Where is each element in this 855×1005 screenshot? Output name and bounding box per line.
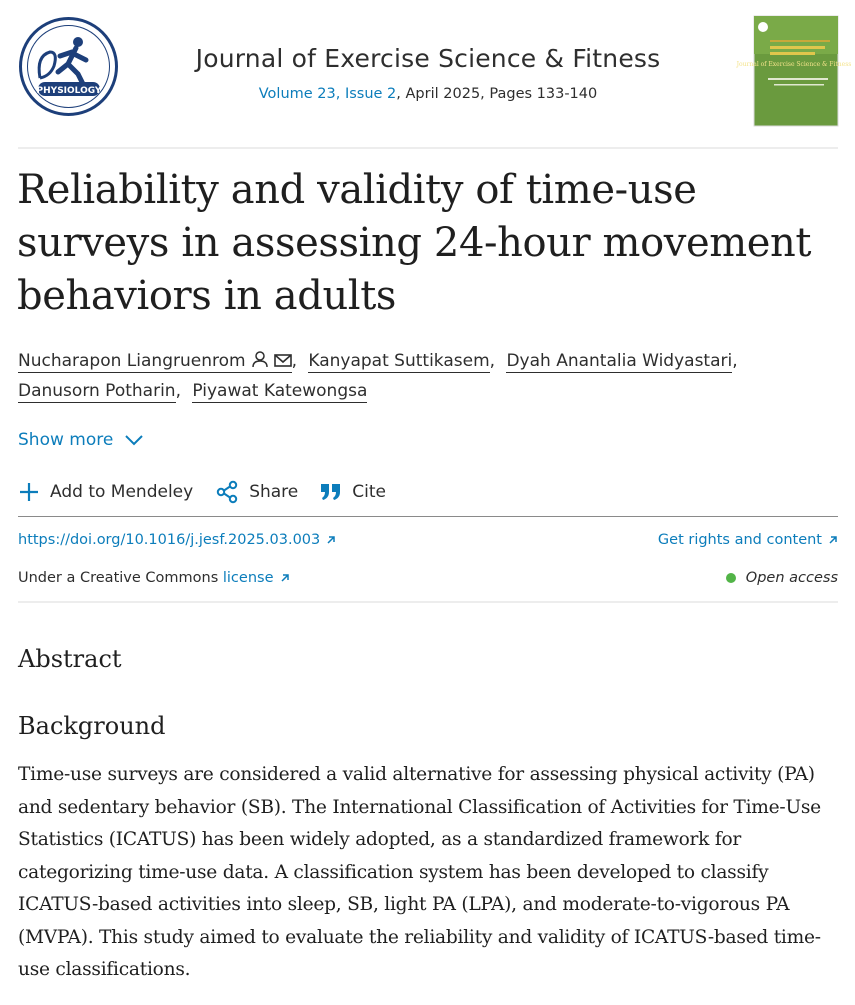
author-separator: , <box>291 351 297 371</box>
journal-title[interactable]: Journal of Exercise Science & Fitness <box>195 44 661 73</box>
external-link-icon <box>280 573 290 583</box>
volume-issue-link[interactable]: Volume 23, Issue 2 <box>258 86 397 102</box>
actions-divider <box>18 516 838 517</box>
license-statement <box>18 570 290 586</box>
abstract-heading: Abstract <box>18 645 122 673</box>
plus-icon <box>18 481 40 503</box>
person-icon <box>252 351 268 368</box>
mendeley-label: Add to Mendeley <box>50 482 194 502</box>
journal-header <box>18 16 852 128</box>
doi-row <box>18 532 838 548</box>
doi-text: https://doi.org/10.1016/j.jesf.2025.03.003 <box>18 532 321 548</box>
author-separator: , <box>175 381 181 401</box>
show-more-button[interactable] <box>18 430 143 450</box>
license-prefix: Under a Creative Commons <box>18 570 223 586</box>
author-link[interactable]: Danusorn Potharin <box>18 381 176 401</box>
show-more-label: Show more <box>18 430 114 450</box>
external-link-icon <box>828 535 838 545</box>
cite-button[interactable] <box>320 482 386 502</box>
external-link-icon <box>326 535 336 545</box>
journal-cover-icon[interactable] <box>736 16 852 126</box>
quote-icon <box>320 482 342 502</box>
add-to-mendeley-button[interactable] <box>18 481 193 503</box>
license-row <box>18 570 838 586</box>
cite-label: Cite <box>352 482 386 502</box>
author-list <box>18 346 838 406</box>
article-title: Reliability and validity of time-use surveys in assessing 24-hour movement behaviors in adults <box>17 167 812 319</box>
open-access-dot-icon <box>726 573 736 583</box>
share-icon <box>215 480 239 504</box>
background-heading: Background <box>18 712 166 740</box>
article-actions <box>18 478 386 506</box>
share-button[interactable] <box>215 480 298 504</box>
logo-text: PHYSIOLOGY <box>36 86 102 96</box>
date-pages: , April 2025, Pages 133-140 <box>396 86 598 102</box>
license-link[interactable] <box>223 570 290 586</box>
rights-link[interactable] <box>658 532 838 548</box>
license-link-text: license <box>222 570 274 586</box>
header-divider <box>18 147 838 149</box>
author-separator: , <box>489 351 496 371</box>
chevron-down-icon <box>125 435 143 446</box>
open-access-label: Open access <box>745 570 838 586</box>
author-link[interactable] <box>18 351 292 373</box>
abstract-text: Time-use surveys are considered a valid alternative for assessing physical activity (PA) and sedentary behavior (SB). The International Classification of Activities for Time-Use Statistics (ICATUS) has been widely adopted, as a standardized framework for categorizing time-use data. A classification system has been developed to classify ICATUS-based activities into sleep, SB, light PA (LPA), and moderate-to-vigorous PA (MVPA). This study aimed to evaluate the reliability and validity of ICATUS-based time-use classifications. <box>18 764 821 980</box>
author-link[interactable]: Dyah Anantalia Widyastari <box>506 351 733 371</box>
envelope-icon <box>274 353 292 368</box>
author-link[interactable]: Kanyapat Suttikasem <box>308 351 490 371</box>
author-separator: , <box>732 351 738 371</box>
doi-link[interactable] <box>18 532 336 548</box>
author-link[interactable]: Piyawat Katewongsa <box>192 381 368 401</box>
rights-text: Get rights and content <box>657 532 822 548</box>
share-label: Share <box>249 482 299 502</box>
meta-divider <box>18 601 838 603</box>
issue-line <box>18 86 838 102</box>
open-access-badge <box>726 570 838 586</box>
cover-title: Journal of Exercise Science & Fitness <box>736 61 852 68</box>
author-name: Nucharapon Liangruenrom <box>18 351 246 371</box>
